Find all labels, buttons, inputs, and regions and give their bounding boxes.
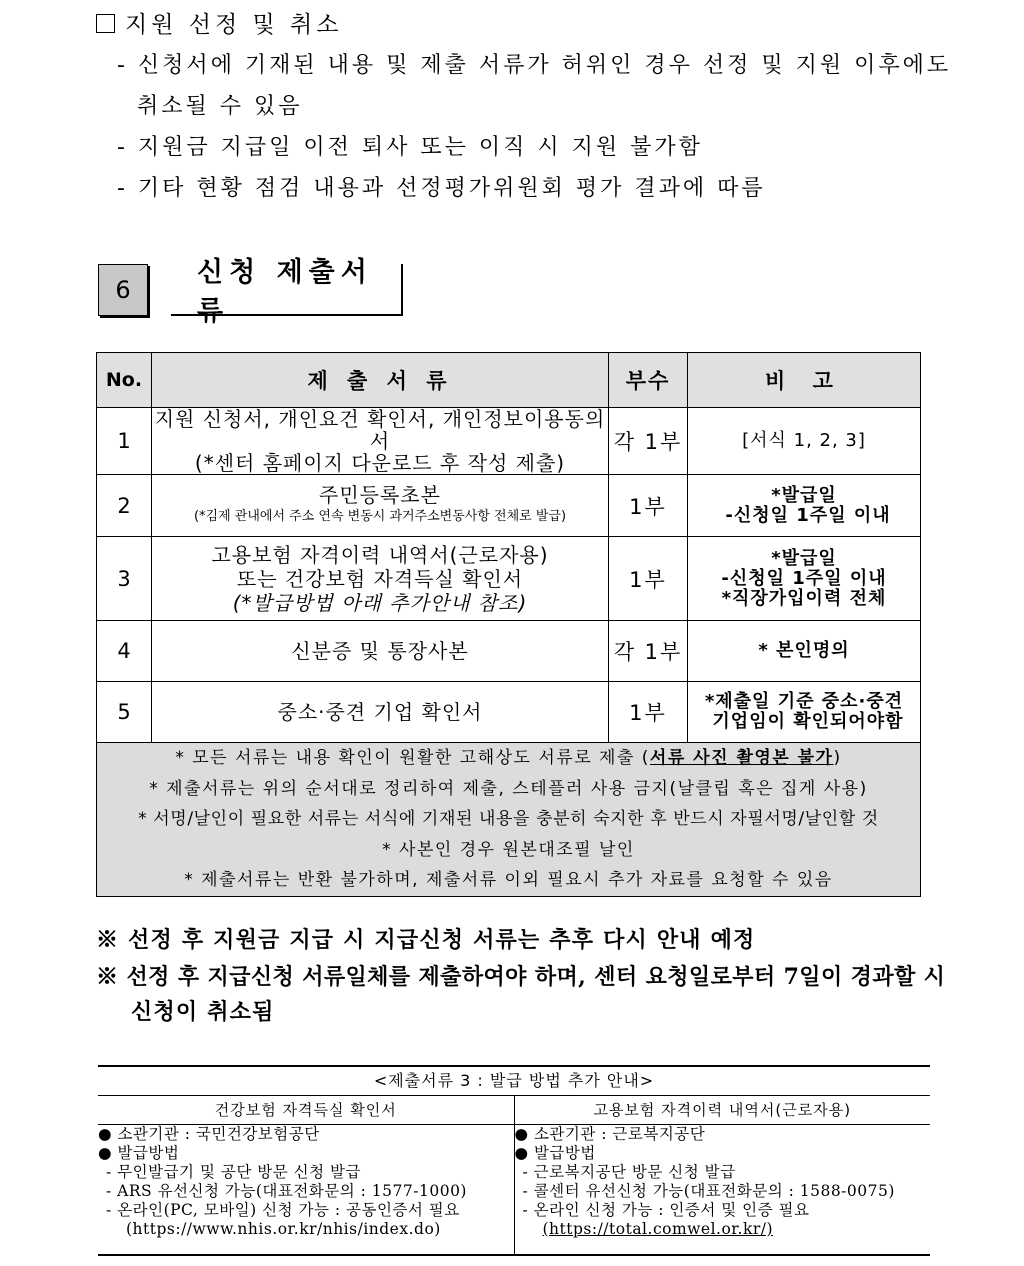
row-quantity: 1부 xyxy=(609,537,688,621)
info-line: ● 소관기관 : 국민건강보험공단 xyxy=(98,1125,320,1143)
row-number: 1 xyxy=(97,408,152,475)
note-line: * 제출서류는 반환 불가하며, 제출서류 이외 필요시 추가 자료를 요청할 수 있음 xyxy=(184,870,833,890)
doc-line: 또는 건강보험 자격득실 확인서 xyxy=(236,566,524,591)
table-header-row xyxy=(97,353,921,408)
row-number: 5 xyxy=(97,682,152,743)
info-url: (https://total.comwel.or.kr/) xyxy=(542,1220,774,1238)
header-documents: 제 출 서 류 xyxy=(152,353,609,408)
note-line: * 모든 서류는 내용 확인이 원활한 고해상도 서류로 제출 (서류 사진 촬영본 불가) xyxy=(175,748,842,768)
header-remarks: 비 고 xyxy=(688,353,921,408)
note-line: * 사본인 경우 원본대조필 날인 xyxy=(382,839,635,860)
note-line: * 제출서류는 위의 순서대로 정리하여 제출, 스테플러 사용 금지(날클립 혹은 집게 사용) xyxy=(149,778,868,799)
bullet-item: 취소될 수 있음 xyxy=(137,94,303,119)
info-body-left xyxy=(98,1125,514,1255)
checkbox-square-icon xyxy=(96,14,115,33)
row-number: 2 xyxy=(97,475,152,537)
info-line: - 무인발급기 및 공단 방문 신청 발급 xyxy=(106,1163,361,1181)
row-document xyxy=(152,537,609,621)
remark-line: *발급일 xyxy=(771,547,837,569)
table-row xyxy=(97,408,921,475)
section-number-badge: 6 xyxy=(98,264,148,316)
table-row xyxy=(97,621,921,682)
doc-line: (*센터 홈페이지 다운로드 후 작성 제출) xyxy=(194,451,566,475)
row-document xyxy=(152,475,609,537)
table-row xyxy=(97,475,921,537)
info-body-right xyxy=(514,1125,930,1255)
header-quantity: 부수 xyxy=(609,353,688,408)
bullet-item: - 지원금 지급일 이전 퇴사 또는 이직 시 지원 불가함 xyxy=(117,135,703,160)
row-remark xyxy=(688,475,921,537)
bullet-item: - 기타 현황 점검 내용과 선정평가위원회 평가 결과에 따름 xyxy=(117,176,766,201)
row-document: 중소·중견 기업 확인서 xyxy=(152,682,609,743)
notes-row xyxy=(97,743,921,897)
doc-line: (*김제 관내에서 주소 연속 변동시 과거주소변동사항 전체로 발급) xyxy=(193,508,567,524)
section-heading: 지원 선정 및 취소 xyxy=(96,6,342,39)
info-line: - 콜센터 유선신청 가능(대표전화문의 : 1588-0075) xyxy=(522,1182,895,1200)
section-title: 신청 제출서류 xyxy=(171,264,403,316)
bullet-item: - 신청서에 기재된 내용 및 제출 서류가 허위인 경우 선정 및 지원 이후에도 xyxy=(117,53,952,78)
info-url: (https://www.nhis.or.kr/nhis/index.do) xyxy=(126,1220,441,1238)
remark-line: *제출일 기준 중소·중견 xyxy=(704,691,904,712)
info-line: ● 발급방법 xyxy=(514,1144,596,1162)
row-quantity: 1부 xyxy=(609,682,688,743)
info-title: <제출서류 3 : 발급 방법 추가 안내> xyxy=(98,1066,930,1096)
row-document: 신분증 및 통장사본 xyxy=(152,621,609,682)
doc-line: 지원 신청서, 개인요건 확인서, 개인정보이용동의서 xyxy=(154,407,606,453)
reference-note: ※ 선정 후 지급신청 서류일체를 제출하여야 하며, 센터 요청일로부터 7일이 경과할 시 xyxy=(96,964,946,990)
documents-table xyxy=(96,352,921,897)
info-header-right: 고용보험 자격이력 내역서(근로자용) xyxy=(514,1096,930,1125)
info-line: ● 소관기관 : 근로복지공단 xyxy=(514,1125,706,1143)
notes-cell xyxy=(97,743,921,897)
row-remark: [서식 1, 2, 3] xyxy=(688,408,921,475)
info-line: - ARS 유선신청 가능(대표전화문의 : 1577-1000) xyxy=(106,1182,467,1200)
reference-note: 신청이 취소됨 xyxy=(131,999,275,1025)
reference-note: ※ 선정 후 지원금 지급 시 지급신청 서류는 추후 다시 안내 예정 xyxy=(96,927,756,953)
row-remark: * 본인명의 xyxy=(688,621,921,682)
remark-line: *발급일 xyxy=(771,484,837,506)
remark-line: *직장가입이력 전체 xyxy=(721,587,887,609)
remark-line: 기업임이 확인되어야함 xyxy=(712,711,904,732)
row-quantity: 1부 xyxy=(609,475,688,537)
info-line: - 근로복지공단 방문 신청 발급 xyxy=(522,1163,736,1181)
row-quantity: 각 1부 xyxy=(609,408,688,475)
info-line: - 온라인(PC, 모바일) 신청 가능 : 공동인증서 필요 xyxy=(106,1201,460,1219)
doc-line: 주민등록초본 xyxy=(319,482,441,507)
doc-line: 고용보험 자격이력 내역서(근로자용) xyxy=(211,542,549,567)
note-line: * 서명/날인이 필요한 서류는 서식에 기재된 내용을 충분히 숙지한 후 반드시 자필서명/날인할 것 xyxy=(138,809,879,829)
header-no: No. xyxy=(97,353,152,408)
issuance-info-table xyxy=(98,1065,930,1256)
row-number: 4 xyxy=(97,621,152,682)
note-emphasis: 서류 사진 촬영본 불가 xyxy=(649,748,834,768)
info-header-left: 건강보험 자격득실 확인서 xyxy=(98,1096,514,1125)
info-line: ● 발급방법 xyxy=(98,1144,180,1162)
row-number: 3 xyxy=(97,537,152,621)
row-document xyxy=(152,408,609,475)
row-quantity: 각 1부 xyxy=(609,621,688,682)
row-remark xyxy=(688,537,921,621)
remark-line: -신청일 1주일 이내 xyxy=(725,504,891,526)
doc-line: (*발급방법 아래 추가안내 참조) xyxy=(232,590,528,615)
row-remark xyxy=(688,682,921,743)
table-row xyxy=(97,682,921,743)
info-line: - 온라인 신청 가능 : 인증서 및 인증 필요 xyxy=(522,1201,810,1219)
remark-line: -신청일 1주일 이내 xyxy=(721,567,887,589)
table-row xyxy=(97,537,921,621)
